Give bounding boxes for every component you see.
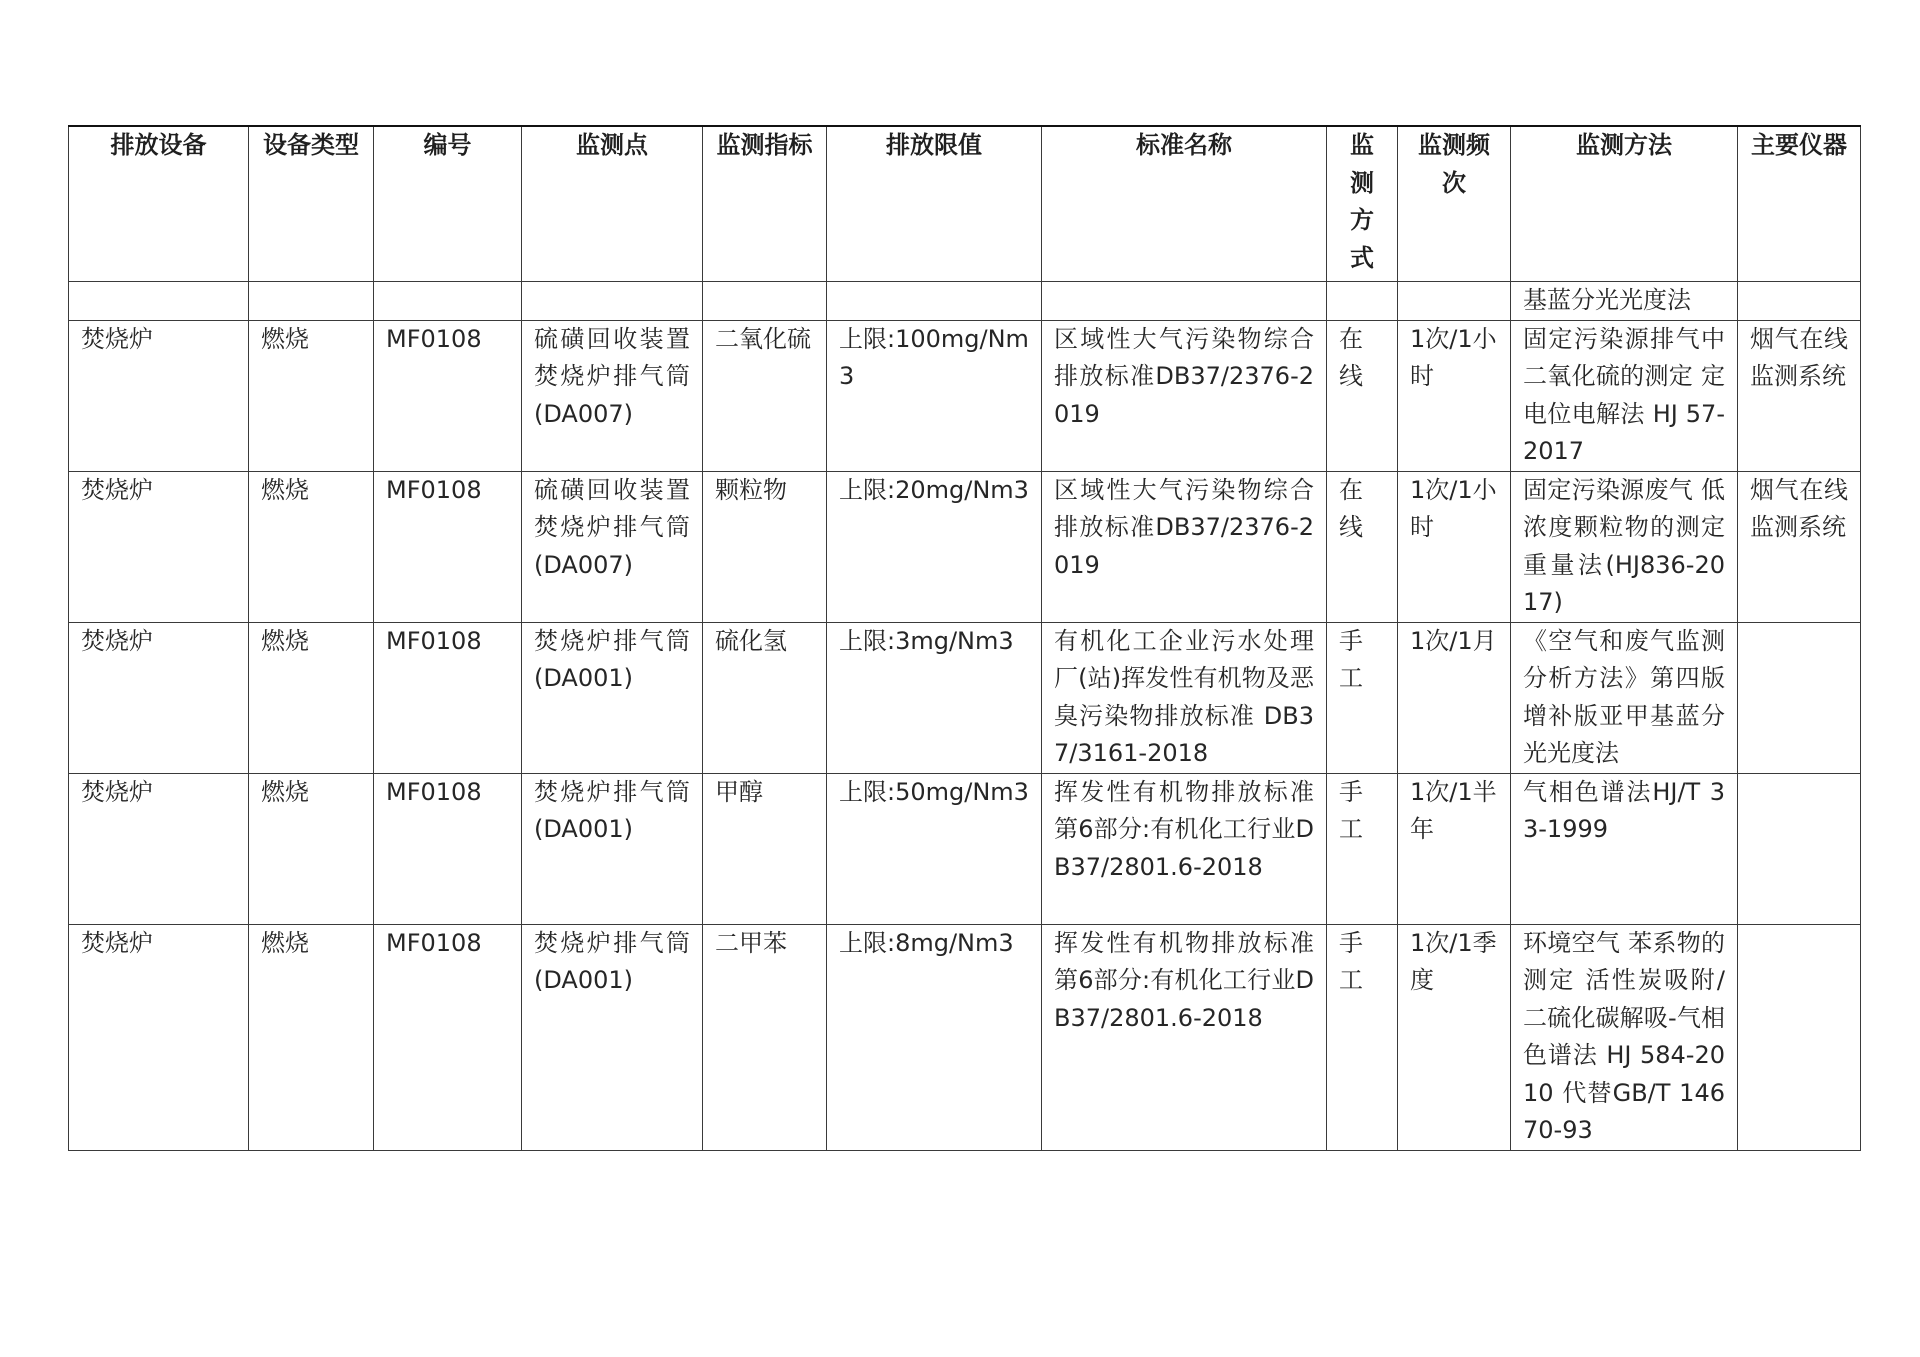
header-equipment: 排放设备 (69, 126, 249, 282)
cell-empty (1738, 282, 1861, 321)
cell-indicator: 甲醇 (703, 773, 827, 924)
cell-point: 硫磺回收装置焚烧炉排气筒(DA007) (522, 320, 703, 471)
cell-empty (1398, 282, 1511, 321)
header-method: 监测方法 (1511, 126, 1738, 282)
cell-code: MF0108 (374, 320, 522, 471)
cell-equipment: 焚烧炉 (69, 471, 249, 622)
cell-indicator: 硫化氢 (703, 622, 827, 773)
cell-limit: 上限:100mg/Nm3 (827, 320, 1042, 471)
cell-indicator: 二甲苯 (703, 924, 827, 1150)
cell-point: 焚烧炉排气筒(DA001) (522, 622, 703, 773)
cell-limit: 上限:8mg/Nm3 (827, 924, 1042, 1150)
header-type: 设备类型 (249, 126, 374, 282)
cell-empty (249, 282, 374, 321)
header-frequency: 监测频次 (1398, 126, 1511, 282)
cell-code: MF0108 (374, 622, 522, 773)
cell-point: 焚烧炉排气筒(DA001) (522, 924, 703, 1150)
table-row (69, 773, 1861, 924)
cell-frequency: 1次/1半年 (1398, 773, 1511, 924)
cell-type: 燃烧 (249, 773, 374, 924)
table-row (69, 471, 1861, 622)
table-row (69, 924, 1861, 1150)
cell-frequency: 1次/1小时 (1398, 320, 1511, 471)
cell-indicator: 颗粒物 (703, 471, 827, 622)
cell-instrument (1738, 924, 1861, 1150)
header-mode: 监测方式 (1327, 126, 1398, 282)
cell-instrument (1738, 622, 1861, 773)
header-limit: 排放限值 (827, 126, 1042, 282)
cell-limit: 上限:20mg/Nm3 (827, 471, 1042, 622)
cell-type: 燃烧 (249, 622, 374, 773)
cell-method: 环境空气 苯系物的测定 活性炭吸附/二硫化碳解吸-气相色谱法 HJ 584-2010 代替GB/T 14670-93 (1511, 924, 1738, 1150)
monitoring-table (68, 125, 1861, 1151)
header-standard: 标准名称 (1042, 126, 1327, 282)
cell-standard: 挥发性有机物排放标准第6部分:有机化工行业DB37/2801.6-2018 (1042, 773, 1327, 924)
cell-mode: 手工 (1327, 622, 1398, 773)
cell-type: 燃烧 (249, 471, 374, 622)
cell-type: 燃烧 (249, 320, 374, 471)
cell-equipment: 焚烧炉 (69, 622, 249, 773)
cell-instrument: 烟气在线监测系统 (1738, 320, 1861, 471)
table-row (69, 622, 1861, 773)
cell-limit: 上限:3mg/Nm3 (827, 622, 1042, 773)
header-instrument: 主要仪器 (1738, 126, 1861, 282)
cell-empty (69, 282, 249, 321)
cell-standard: 区域性大气污染物综合排放标准DB37/2376-2019 (1042, 320, 1327, 471)
cell-standard: 区域性大气污染物综合排放标准DB37/2376-2019 (1042, 471, 1327, 622)
cell-point: 硫磺回收装置焚烧炉排气筒(DA007) (522, 471, 703, 622)
cell-limit: 上限:50mg/Nm3 (827, 773, 1042, 924)
cell-code: MF0108 (374, 773, 522, 924)
cell-type: 燃烧 (249, 924, 374, 1150)
cell-method: 《空气和废气监测分析方法》第四版增补版亚甲基蓝分光光度法 (1511, 622, 1738, 773)
cell-empty (1042, 282, 1327, 321)
cell-empty (374, 282, 522, 321)
continued-row (69, 282, 1861, 321)
cell-mode: 在线 (1327, 471, 1398, 622)
cell-equipment: 焚烧炉 (69, 320, 249, 471)
header-point: 监测点 (522, 126, 703, 282)
cell-code: MF0108 (374, 924, 522, 1150)
cell-frequency: 1次/1季度 (1398, 924, 1511, 1150)
cell-method: 固定污染源废气 低浓度颗粒物的测定 重量法(HJ836-2017) (1511, 471, 1738, 622)
header-row (69, 126, 1861, 282)
cell-mode: 手工 (1327, 773, 1398, 924)
cell-mode: 手工 (1327, 924, 1398, 1150)
cell-code: MF0108 (374, 471, 522, 622)
cell-instrument: 烟气在线监测系统 (1738, 471, 1861, 622)
cell-empty (522, 282, 703, 321)
cell-empty (827, 282, 1042, 321)
header-indicator: 监测指标 (703, 126, 827, 282)
cell-point: 焚烧炉排气筒(DA001) (522, 773, 703, 924)
cell-empty (703, 282, 827, 321)
cell-method-continued: 基蓝分光光度法 (1511, 282, 1738, 321)
cell-mode: 在线 (1327, 320, 1398, 471)
cell-standard: 有机化工企业污水处理厂(站)挥发性有机物及恶臭污染物排放标准 DB37/3161-2018 (1042, 622, 1327, 773)
cell-equipment: 焚烧炉 (69, 924, 249, 1150)
header-code: 编号 (374, 126, 522, 282)
cell-method: 气相色谱法HJ/T 33-1999 (1511, 773, 1738, 924)
cell-empty (1327, 282, 1398, 321)
cell-indicator: 二氧化硫 (703, 320, 827, 471)
table-row (69, 320, 1861, 471)
cell-standard: 挥发性有机物排放标准第6部分:有机化工行业DB37/2801.6-2018 (1042, 924, 1327, 1150)
cell-instrument (1738, 773, 1861, 924)
cell-frequency: 1次/1小时 (1398, 471, 1511, 622)
cell-method: 固定污染源排气中二氧化硫的测定 定电位电解法 HJ 57-2017 (1511, 320, 1738, 471)
cell-equipment: 焚烧炉 (69, 773, 249, 924)
cell-frequency: 1次/1月 (1398, 622, 1511, 773)
